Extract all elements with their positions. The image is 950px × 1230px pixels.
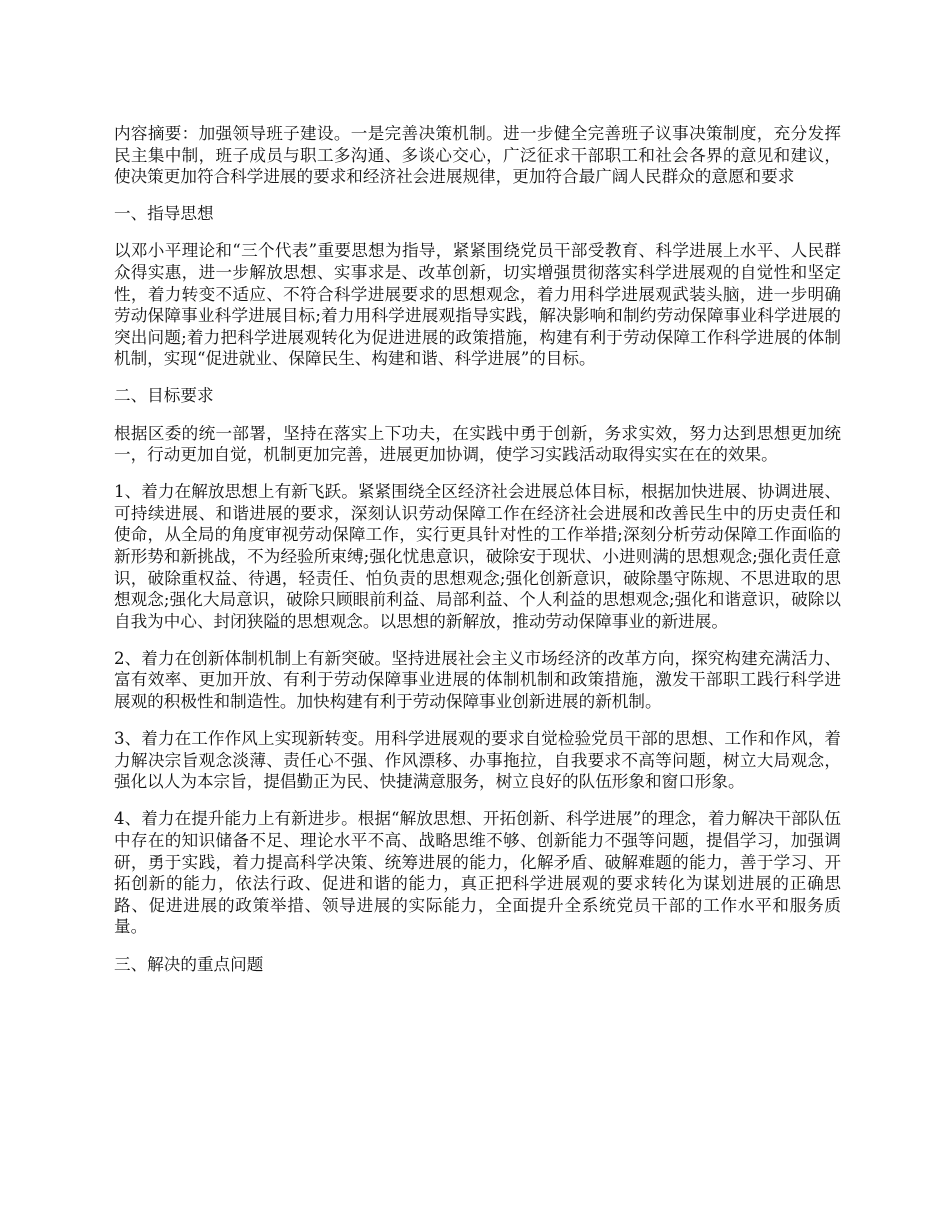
section-heading-guiding-ideology: 一、指导思想 (114, 204, 214, 224)
goal-item-2: 2、着力在创新体制机制上有新突破。坚持进展社会主义市场经济的改革方向，探究构建充满活力、富有效率、更加开放、有利于劳动保障事业进展的体制机制和政策措施，激发干部职工践行科学进展观的积极性和制造性。加快构建有利于劳动保障事业创新进展的新机制。 (114, 648, 841, 712)
goal-item-4: 4、着力在提升能力上有新进步。根据“解放思想、开拓创新、科学进展”的理念，着力解决干部队伍中存在的知识储备不足、理论水平不高、战略思维不够、创新能力不强等问题，提倡学习，加强调研，勇于实践，着力提高科学决策、统筹进展的能力，化解矛盾、破解难题的能力，善于学习、开拓创新的能力，依法行政、促进和谐的能力，真正把科学进展观的要求转化为谋划进展的正确思路、促进进展的政策举措、领导进展的实际能力，全面提升全系统党员干部的工作水平和服务质量。 (114, 809, 841, 937)
document-page (114, 123, 841, 991)
body-paragraph: 以邓小平理论和“三个代表”重要思想为指导，紧紧围绕党员干部受教育、科学进展上水平、人民群众得实惠，进一步解放思想、实事求是、改革创新，切实增强贯彻落实科学进展观的自觉性和坚定性，着力转变不适应、不符合科学进展要求的思想观念，着力用科学进展观武装头脑，进一步明确劳动保障事业科学进展目标;着力用科学进展观指导实践，解决影响和制约劳动保障事业科学进展的突出问题;着力把科学进展观转化为促进进展的政策措施，构建有利于劳动保障工作科学进展的体制机制，实现“促进就业、保障民生、构建和谐、科学进展”的目标。 (114, 241, 841, 369)
section-heading-goals: 二、目标要求 (114, 386, 214, 406)
goal-item-3: 3、着力在工作作风上实现新转变。用科学进展观的要求自觉检验党员干部的思想、工作和作风，着力解决宗旨观念淡薄、责任心不强、作风漂移、办事拖拉，自我要求不高等问题，树立大局观念，强化以人为本宗旨，提倡勤正为民、快捷满意服务，树立良好的队伍形象和窗口形象。 (114, 729, 841, 792)
body-paragraph: 根据区委的统一部署，坚持在落实上下功夫，在实践中勇于创新，务求实效，努力达到思想更加统一，行动更加自觉，机制更加完善，进展更加协调，使学习实践活动取得实实在在的效果。 (114, 423, 841, 465)
abstract-paragraph: 内容摘要：加强领导班子建设。一是完善决策机制。进一步健全完善班子议事决策制度，充分发挥民主集中制，班子成员与职工多沟通、多谈心交心，广泛征求干部职工和社会各界的意见和建议，使决策更加符合科学进展的要求和经济社会进展规律，更加符合最广阔人民群众的意愿和要求 (114, 124, 841, 187)
goal-item-1: 1、着力在解放思想上有新飞跃。紧紧围绕全区经济社会进展总体目标，根据加快进展、协调进展、可持续进展、和谐进展的要求，深刻认识劳动保障工作在经济社会进展和改善民生中的历史责任和使命，从全局的角度审视劳动保障工作，实行更具针对性的工作举措;深刻分析劳动保障工作面临的新形势和新挑战，不为经验所束缚;强化忧患意识，破除安于现状、小进则满的思想观念;强化责任意识，破除重权益、待遇，轻责任、怕负责的思想观念;强化创新意识，破除墨守陈规、不思进取的思想观念;强化大局意识，破除只顾眼前利益、局部利益、个人利益的思想观念;强化和谐意识，破除以自我为中心、封闭狭隘的思想观念。以思想的新解放，推动劳动保障事业的新进展。 (114, 482, 841, 631)
section-heading-key-issues: 三、解决的重点问题 (114, 954, 264, 974)
